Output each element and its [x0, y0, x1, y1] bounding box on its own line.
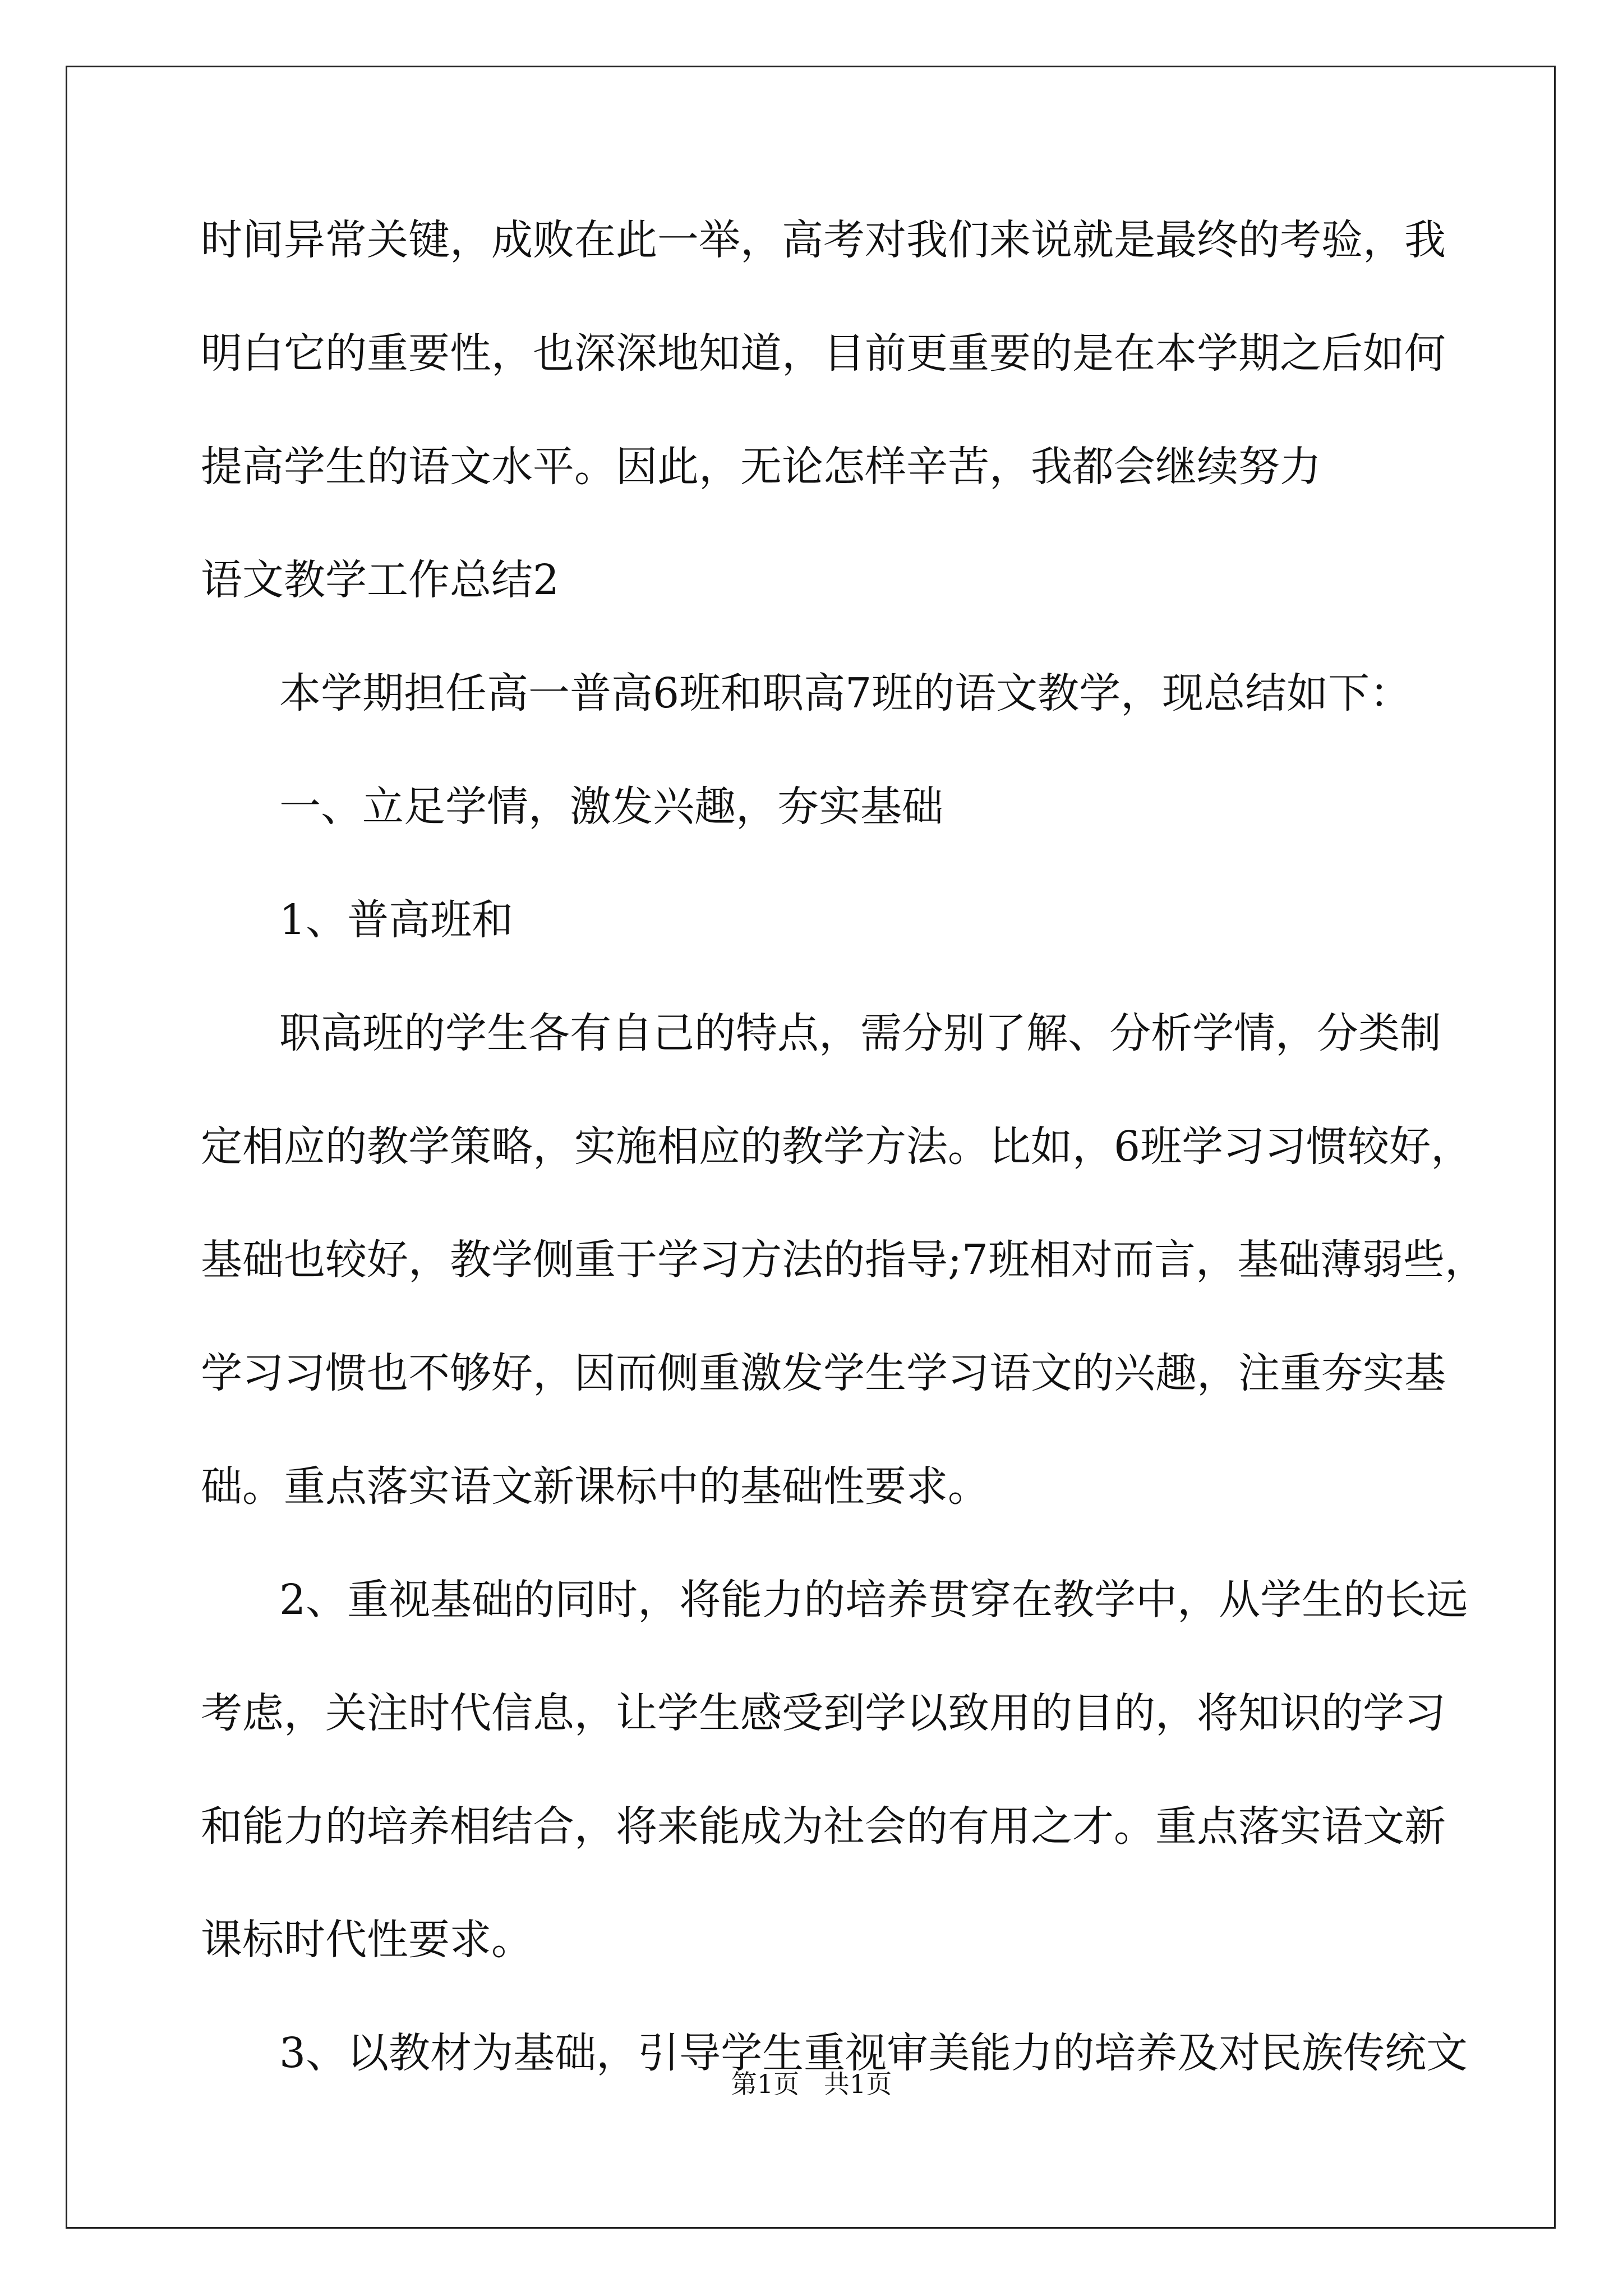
paragraph-line: 2、重视基础的同时，将能力的培养贯穿在教学中，从学生的长远 [279, 1576, 1468, 1624]
page-footer: 第1页 共1页 [731, 2069, 892, 2099]
section-title: 语文教学工作总结2 [201, 556, 560, 604]
section-heading: 一、立足学情，激发兴趣，夯实基础 [279, 783, 943, 831]
paragraph-line: 本学期担任高一普高6班和职高7班的语文教学，现总结如下： [279, 669, 1412, 717]
paragraph-line: 职高班的学生各有自己的特点，需分别了解、分析学情，分类制 [279, 1009, 1441, 1057]
paragraph-line: 定相应的教学策略，实施相应的教学方法。比如，6班学习习惯较好， [201, 1122, 1473, 1171]
paragraph-line: 学习习惯也不够好，因而侧重激发学生学习语文的兴趣，注重夯实基 [201, 1349, 1446, 1397]
paragraph-line: 考虑，关注时代信息，让学生感受到学以致用的目的，将知识的学习 [201, 1689, 1446, 1737]
paragraph-line: 础。重点落实语文新课标中的基础性要求。 [201, 1462, 989, 1511]
paragraph-line: 基础也较好，教学侧重于学习方法的指导;7班相对而言，基础薄弱些， [201, 1236, 1487, 1284]
paragraph-line: 时间异常关键，成败在此一举，高考对我们来说就是最终的考验，我 [201, 216, 1446, 264]
paragraph-line: 1、普高班和 [279, 896, 514, 944]
paragraph-line: 提高学生的语文水平。因此，无论怎样辛苦，我都会继续努力 [201, 443, 1321, 491]
paragraph-line: 3、以教材为基础，引导学生重视审美能力的培养及对民族传统文 [279, 2029, 1468, 2077]
paragraph-line: 和能力的培养相结合，将来能成为社会的有用之才。重点落实语文新 [201, 1802, 1446, 1851]
paragraph-line: 课标时代性要求。 [201, 1916, 533, 1964]
paragraph-line: 明白它的重要性，也深深地知道，目前更重要的是在本学期之后如何 [201, 329, 1446, 378]
document-body [201, 213, 1487, 2139]
